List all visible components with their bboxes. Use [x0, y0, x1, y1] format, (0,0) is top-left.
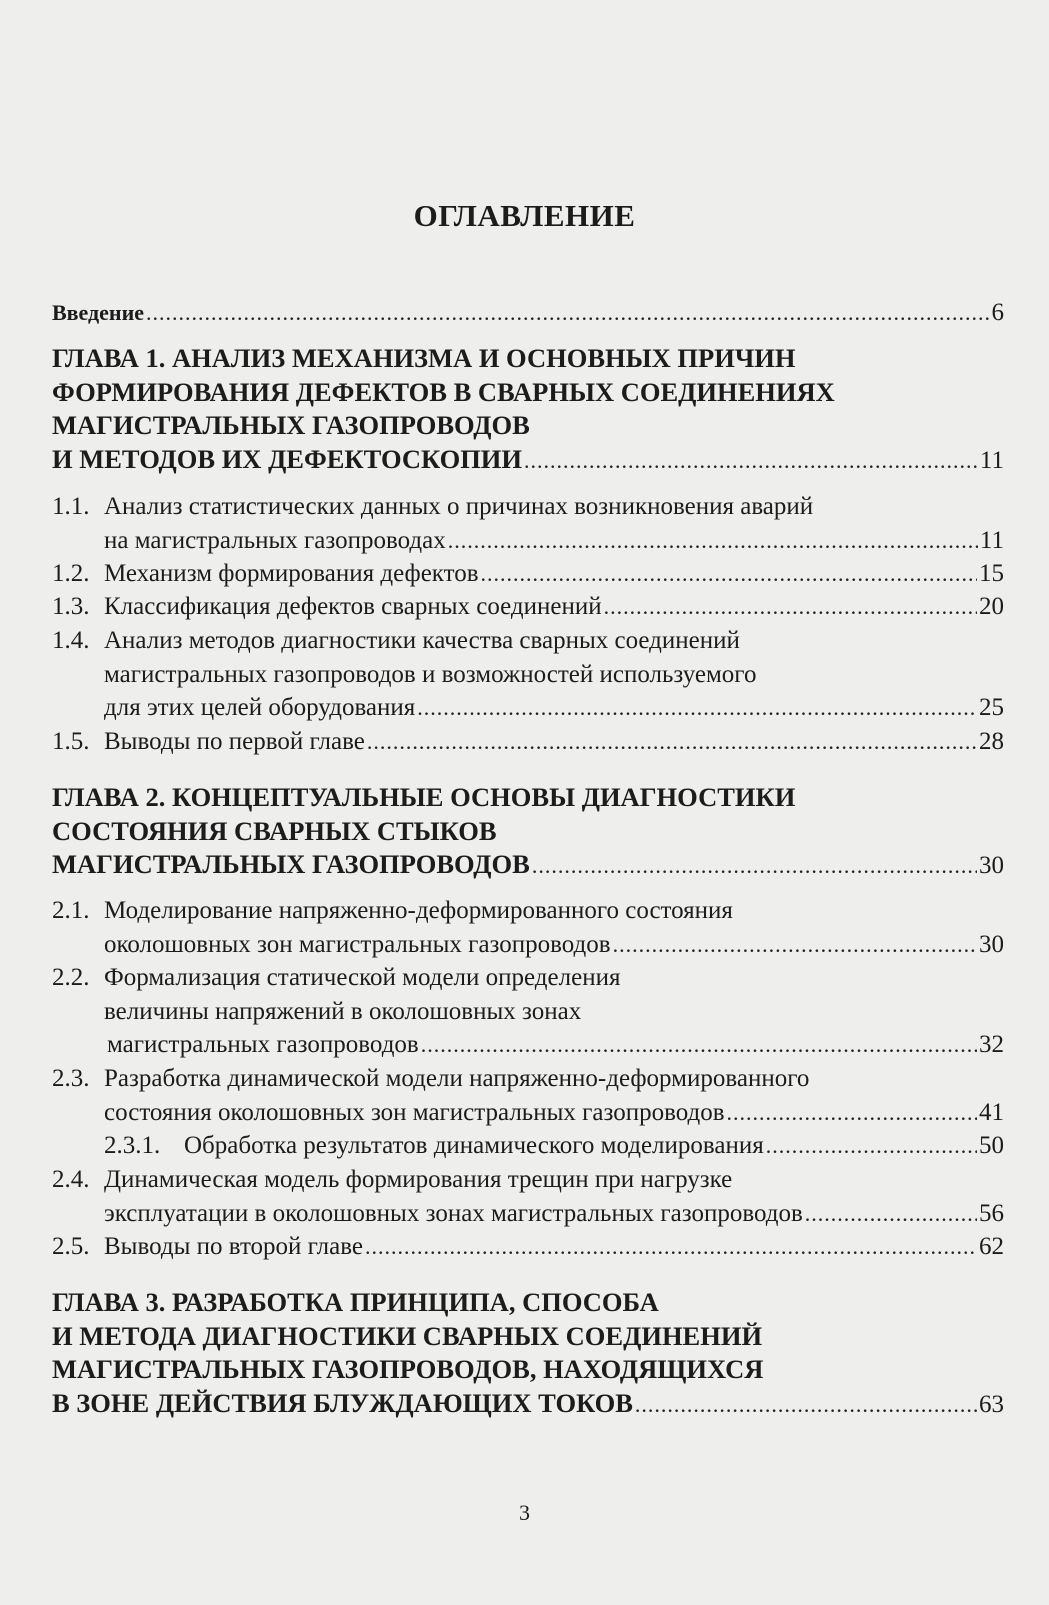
- chapter-title-line: ФОРМИРОВАНИЯ ДЕФЕКТОВ В СВАРНЫХ СОЕДИНЕНИЯХ: [52, 376, 835, 407]
- toc-subsection-2-3-1: [52, 1129, 1004, 1163]
- page-number: 25: [979, 694, 1004, 721]
- page-number: 6: [991, 299, 1004, 326]
- chapter-title-line: МАГИСТРАЛЬНЫХ ГАЗОПРОВОДОВ: [52, 410, 530, 440]
- chapter-title-line: И МЕТОДА ДИАГНОСТИКИ СВАРНЫХ СОЕДИНЕНИЙ: [52, 1320, 763, 1351]
- section-title-line: Анализ статистических данных о причинах возникновения аварий: [104, 493, 814, 520]
- section-title-line: околошовных зон магистральных газопроводов: [104, 930, 611, 958]
- page-number: 28: [979, 728, 1004, 755]
- toc-section-1-3: [52, 590, 1004, 624]
- entry-label: Введение: [52, 300, 145, 325]
- section-title-line: состояния околошовных зон магистральных газопроводов: [104, 1098, 725, 1126]
- page-number: 63: [979, 1390, 1004, 1418]
- page-number: 11: [979, 526, 1004, 554]
- toc-section-1-2: [52, 557, 1004, 591]
- page-number: 50: [979, 1132, 1004, 1159]
- section-title-line: Формализация статической модели определения: [104, 964, 621, 991]
- section-number: 2.5.: [52, 1233, 90, 1260]
- section-number: 2.3.: [52, 1065, 90, 1092]
- page-number: 56: [979, 1199, 1004, 1227]
- section-number: 1.2.: [52, 560, 90, 587]
- section-title-line: Обработка результатов динамического моделирования: [184, 1132, 764, 1159]
- dot-leader: [805, 1197, 977, 1231]
- page-number: 41: [979, 1098, 1004, 1126]
- toc-entry-intro: [52, 296, 1004, 329]
- toc-section-1-4: [52, 624, 1004, 725]
- section-title-line: Механизм формирования дефектов: [104, 560, 479, 587]
- chapter-title-line: СОСТОЯНИЯ СВАРНЫХ СТЫКОВ: [52, 815, 497, 846]
- section-number: 1.3.: [52, 593, 90, 620]
- section-title-line: Анализ методов диагностики качества сварных соединений: [104, 627, 740, 654]
- page-folio-number: 3: [519, 1500, 530, 1525]
- toc-chapter-2: [52, 781, 1004, 882]
- toc-section-2-4: [52, 1163, 1004, 1230]
- toc-section-2-5: [52, 1230, 1004, 1264]
- chapter-title-line: ГЛАВА 2. КОНЦЕПТУАЛЬНЫЕ ОСНОВЫ ДИАГНОСТИКИ: [52, 782, 796, 812]
- chapter-title-line: ГЛАВА 1. АНАЛИЗ МЕХАНИЗМА И ОСНОВНЫХ ПРИЧИН: [52, 343, 796, 373]
- toc-section-1-1: [52, 490, 1004, 557]
- section-number: 2.3.1.: [104, 1132, 161, 1159]
- toc-section-2-1: [52, 894, 1004, 961]
- dot-leader: [727, 1096, 977, 1130]
- section-title-line: Классификация дефектов сварных соединений: [104, 593, 602, 620]
- section-title-line: магистральных газопроводов: [107, 1031, 419, 1058]
- page-number: 11: [979, 446, 1004, 474]
- chapter-title-line: И МЕТОДОВ ИХ ДЕФЕКТОСКОПИИ: [52, 443, 523, 474]
- dot-leader: [367, 725, 977, 759]
- toc-title: ОГЛАВЛЕНИЕ: [413, 198, 636, 233]
- section-number: 2.4.: [52, 1166, 90, 1193]
- page-number: 32: [979, 1031, 1004, 1058]
- dot-leader: [524, 444, 978, 478]
- toc-chapter-1: [52, 342, 1004, 476]
- dot-leader: [635, 1388, 977, 1422]
- chapter-title-line: В ЗОНЕ ДЕЙСТВИЯ БЛУЖДАЮЩИХ ТОКОВ: [52, 1387, 633, 1418]
- dot-leader: [481, 557, 977, 591]
- dot-leader: [766, 1129, 977, 1163]
- section-title-line: Моделирование напряженно-деформированного состояния: [104, 897, 733, 924]
- dot-leader: [613, 928, 977, 962]
- section-title-line: на магистральных газопроводах: [104, 526, 446, 554]
- chapter-title-line: ГЛАВА 3. РАЗРАБОТКА ПРИНЦИПА, СПОСОБА: [52, 1287, 659, 1317]
- section-title-line: величины напряжений в околошовных зонах: [104, 997, 582, 1025]
- section-title-line: Разработка динамической модели напряженно-деформированного: [104, 1065, 810, 1092]
- toc-section-2-3: [52, 1062, 1004, 1129]
- dot-leader: [421, 1028, 977, 1062]
- page-number: 15: [979, 560, 1004, 587]
- chapter-title-line: МАГИСТРАЛЬНЫХ ГАЗОПРОВОДОВ: [52, 849, 530, 879]
- section-title-line: Динамическая модель формирования трещин при нагрузке: [104, 1166, 733, 1193]
- dot-leader: [448, 524, 978, 558]
- section-number: 2.2.: [52, 964, 90, 991]
- page-number: 20: [979, 593, 1004, 620]
- chapter-title-line: МАГИСТРАЛЬНЫХ ГАЗОПРОВОДОВ, НАХОДЯЩИХСЯ: [52, 1354, 764, 1384]
- page-number: 30: [979, 852, 1004, 879]
- dot-leader: [604, 590, 977, 624]
- dot-leader: [365, 1230, 977, 1264]
- section-title-line: магистральных газопроводов и возможностей используемого: [104, 660, 757, 688]
- dot-leader: [532, 849, 977, 883]
- section-number: 1.4.: [52, 627, 90, 654]
- page-number: 30: [979, 930, 1004, 958]
- dot-leader: [146, 296, 989, 329]
- page-number: 62: [979, 1233, 1004, 1260]
- section-number: 1.5.: [52, 728, 90, 755]
- section-title-line: Выводы по второй главе: [104, 1233, 363, 1260]
- section-number: 2.1.: [52, 897, 90, 924]
- toc-section-2-2: [52, 961, 1004, 1062]
- toc-chapter-3: [52, 1286, 1004, 1420]
- section-title-line: для этих целей оборудования: [104, 694, 416, 721]
- section-number: 1.1.: [52, 493, 90, 520]
- toc-section-1-5: [52, 725, 1004, 759]
- section-title-line: эксплуатации в околошовных зонах магистральных газопроводов: [104, 1199, 803, 1227]
- section-title-line: Выводы по первой главе: [104, 728, 365, 755]
- dot-leader: [417, 691, 977, 725]
